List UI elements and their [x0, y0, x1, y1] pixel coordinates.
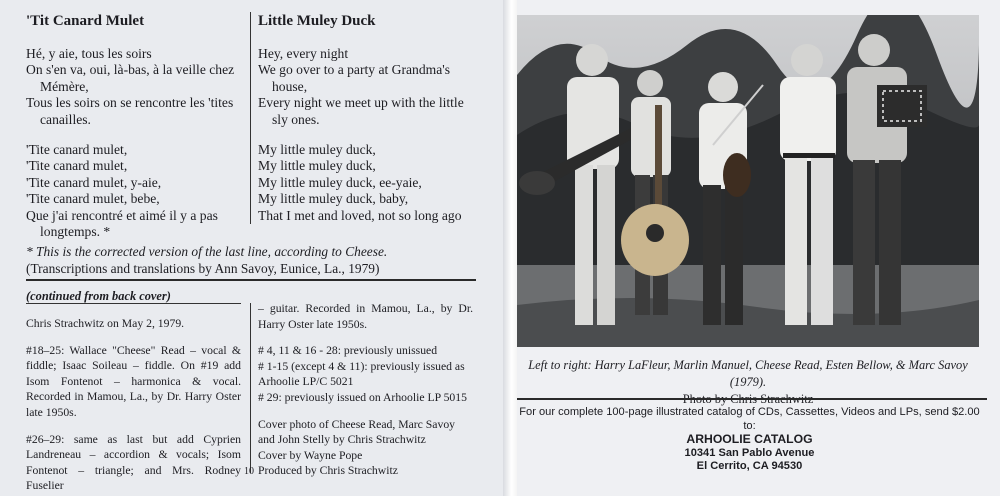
credit-paragraph: Chris Strachwitz on May 2, 1979.	[26, 317, 185, 330]
lyric-line: Hé, y aie, tous les soirs	[26, 46, 152, 61]
band-photo	[517, 15, 979, 347]
page-number: 10	[244, 466, 254, 477]
lyric-line: That I met and loved, not so long ago	[258, 207, 462, 223]
credits-column-divider	[250, 303, 251, 473]
lyric-line: On s'en va, oui, là-bas, à la veille chez Mémère,	[26, 62, 235, 94]
french-verse-2	[26, 142, 246, 240]
section-rule	[26, 279, 476, 281]
credit-paragraph: – guitar. Recorded in Mamou, La., by Dr. Harry Oster late 1950s.	[258, 302, 473, 331]
lyrics-notes	[26, 243, 481, 277]
lyric-line: 'Tite canard mulet, y-aie,	[26, 174, 162, 190]
credit-paragraph: #18–25: Wallace "Cheese" Read – vocal & fiddle; Isaac Soileau – fiddle. On #19 add Isom Fontenot – harmonica & vocal. Recorded in Mamou, La., by Dr. Harry Oster late 1950s.	[26, 343, 241, 419]
column-divider	[250, 12, 251, 224]
booklet-spine	[503, 0, 517, 496]
french-lyrics	[26, 12, 246, 254]
credits-left-column	[26, 316, 241, 496]
lyric-line: We go over to a party at Grandma's house,	[258, 62, 450, 94]
catalog-rule	[517, 398, 987, 400]
footnote: * This is the corrected version of the last line, according to Cheese.	[26, 244, 388, 259]
catalog-offer	[517, 406, 982, 474]
lyric-line: Every night we meet up with the little sly ones.	[258, 95, 464, 127]
catalog-city: El Cerrito, CA 94530	[696, 460, 803, 473]
lyric-line: My little muley duck,	[258, 158, 376, 174]
transcription-credit: (Transcriptions and translations by Ann Savoy, Eunice, La., 1979)	[26, 261, 380, 276]
credit-paragraph: Cover photo of Cheese Read, Marc Savoy and John Stelly by Chris Strachwitz Cover by Wayne Pope Produced by Chris Strachwitz	[258, 417, 456, 478]
english-verse-2	[258, 142, 476, 224]
french-verse-1	[26, 46, 246, 128]
lyric-line: Hey, every night	[258, 46, 349, 61]
caption-names: Left to right: Harry LaFleur, Marlin Manuel, Cheese Read, Esten Bellow, & Marc Savoy (1979).	[528, 358, 968, 389]
lyric-line: My little muley duck, baby,	[258, 191, 409, 207]
lyric-line: 'Tite canard mulet,	[26, 158, 128, 174]
lyric-line: 'Tite canard mulet,	[26, 142, 128, 158]
credit-paragraph: #26–29: same as last but add Cyprien Landreneau – accordion & vocals; Isom Fontenot – triangle; and Mrs. Rodney Fuselier	[26, 432, 241, 493]
french-song-title: 'Tit Canard Mulet	[26, 13, 145, 29]
lyric-line: My little muley duck, ee-yaie,	[258, 174, 422, 190]
photo-caption	[517, 357, 979, 408]
credit-paragraph: # 4, 11 & 16 - 28: previously unissued # 1-15 (except 4 & 11): previously issued as Arhoolie LP/C 5021 # 29: previously issued on Arhoolie LP 5015	[258, 344, 467, 404]
catalog-name: ARHOOLIE CATALOG	[686, 432, 813, 447]
lyric-line: 'Tite canard mulet, bebe,	[26, 191, 160, 207]
lyric-line: Que j'ai rencontré et aimé il y a pas longtemps. *	[26, 207, 218, 240]
english-song-title: Little Muley Duck	[258, 13, 376, 29]
credits-subrule	[26, 303, 241, 304]
credits-right-column	[258, 301, 473, 490]
lyric-line: My little muley duck,	[258, 142, 376, 158]
credits-heading: (continued from back cover)	[26, 289, 171, 303]
english-verse-1	[258, 46, 476, 128]
catalog-street: 10341 San Pablo Avenue	[684, 446, 815, 459]
right-page	[517, 0, 1000, 496]
english-lyrics	[258, 12, 476, 238]
lyrics-section	[26, 12, 476, 240]
lyric-line: Tous les soirs on se rencontre les 'tites canailles.	[26, 95, 234, 127]
catalog-offer-text: For our complete 100-page illustrated catalog of CDs, Cassettes, Videos and LPs, send $2.00 to:	[519, 406, 980, 432]
